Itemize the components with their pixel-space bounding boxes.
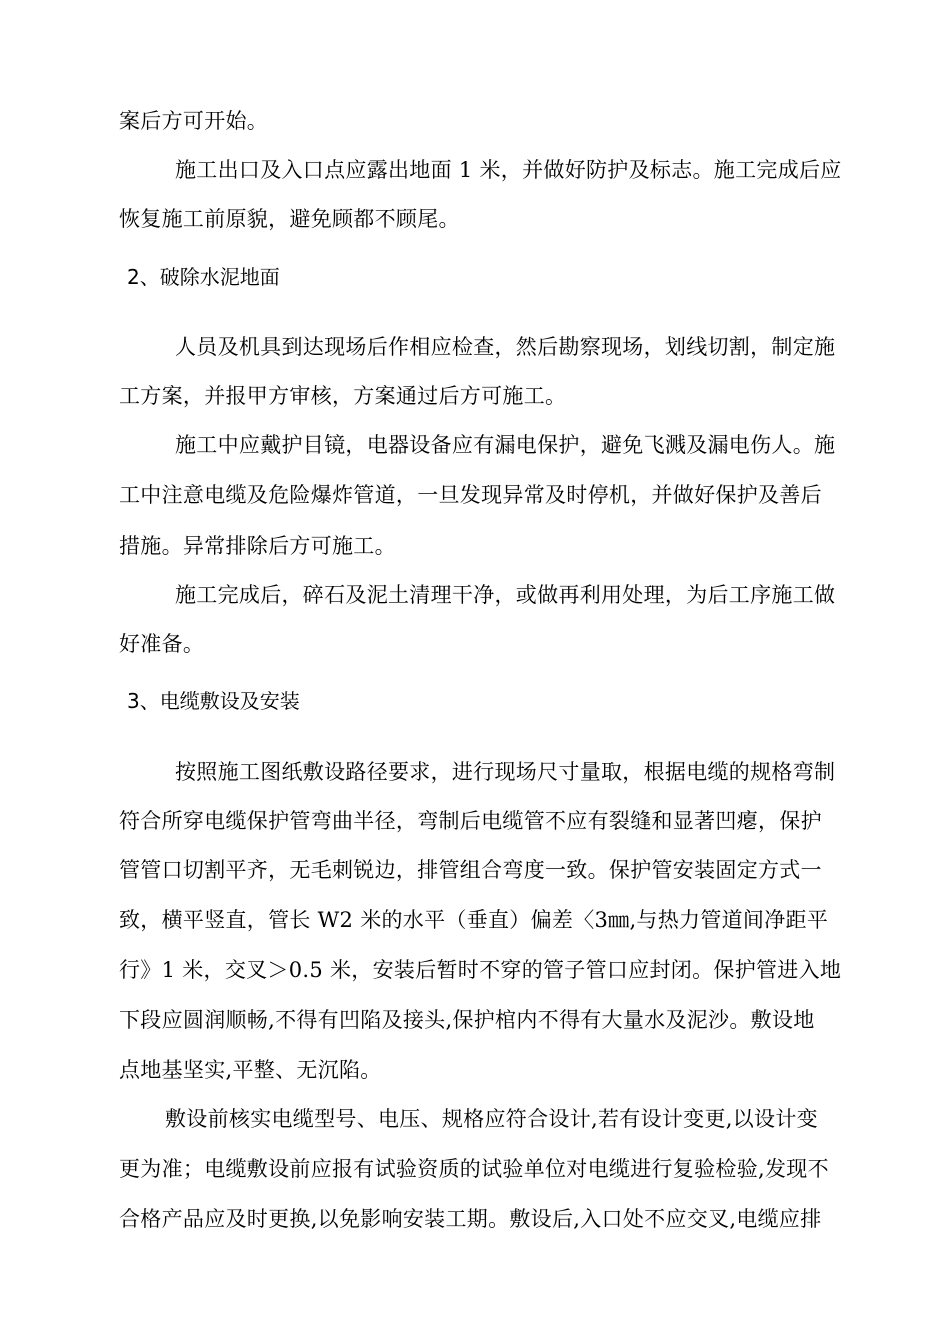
paragraph-line: 更为准；电缆敷设前应报有试验资质的试验单位对电缆进行复验检验,发现不 bbox=[119, 1157, 829, 1181]
paragraph-line: 案后方可开始。 bbox=[119, 109, 269, 133]
paragraph-line: 合格产品应及时更换,以免影响安装工期。敷设后,入口处不应交叉,电缆应排 bbox=[119, 1207, 822, 1231]
paragraph-line: 点地基坚实,平整、无沉陷。 bbox=[119, 1058, 382, 1082]
section-heading: 2、破除水泥地面 bbox=[127, 265, 280, 289]
section-heading: 3、电缆敷设及安装 bbox=[127, 689, 300, 713]
paragraph-line: 施工中应戴护目镜，电器设备应有漏电保护，避免飞溅及漏电伤人。施 bbox=[175, 433, 836, 457]
paragraph-line: 措施。异常排除后方可施工。 bbox=[119, 534, 396, 558]
paragraph-line: 管管口切割平齐，无毛刺锐边，排管组合弯度一致。保护管安装固定方式一 bbox=[119, 858, 822, 882]
paragraph-line: 敷设前核实电缆型号、电压、规格应符合设计,若有设计变更,以设计变 bbox=[165, 1107, 818, 1131]
paragraph-line: 恢复施工前原貌，避免顾都不顾尾。 bbox=[119, 207, 460, 231]
paragraph-line: 工中注意电缆及危险爆炸管道，一旦发现异常及时停机，并做好保护及善后 bbox=[119, 483, 822, 507]
paragraph-line: 按照施工图纸敷设路径要求，进行现场尺寸量取，根据电缆的规格弯制 bbox=[175, 760, 836, 784]
paragraph-line: 致，横平竖直，管长 W2 米的水平（垂直）偏差〈3㎜,与热力管道间净距平 bbox=[119, 908, 829, 932]
paragraph-line: 工方案，并报甲方审核，方案通过后方可施工。 bbox=[119, 384, 567, 408]
paragraph-line: 施工出口及入口点应露出地面 1 米，并做好防护及标志。施工完成后应 bbox=[175, 158, 842, 182]
paragraph-line: 行》1 米，交叉＞0.5 米，安装后暂时不穿的管子管口应封闭。保护管进入地 bbox=[119, 958, 842, 982]
paragraph-line: 施工完成后，碎石及泥土清理干净，或做再利用处理，为后工序施工做 bbox=[175, 583, 836, 607]
paragraph-line: 好准备。 bbox=[119, 632, 205, 656]
paragraph-line: 下段应圆润顺畅,不得有凹陷及接头,保护棺内不得有大量水及泥沙。敷设地 bbox=[119, 1008, 815, 1032]
paragraph-line: 人员及机具到达现场后作相应检查，然后勘察现场，划线切割，制定施 bbox=[175, 335, 836, 359]
paragraph-line: 符合所穿电缆保护管弯曲半径，弯制后电缆管不应有裂缝和显著凹瘪，保护 bbox=[119, 809, 822, 833]
